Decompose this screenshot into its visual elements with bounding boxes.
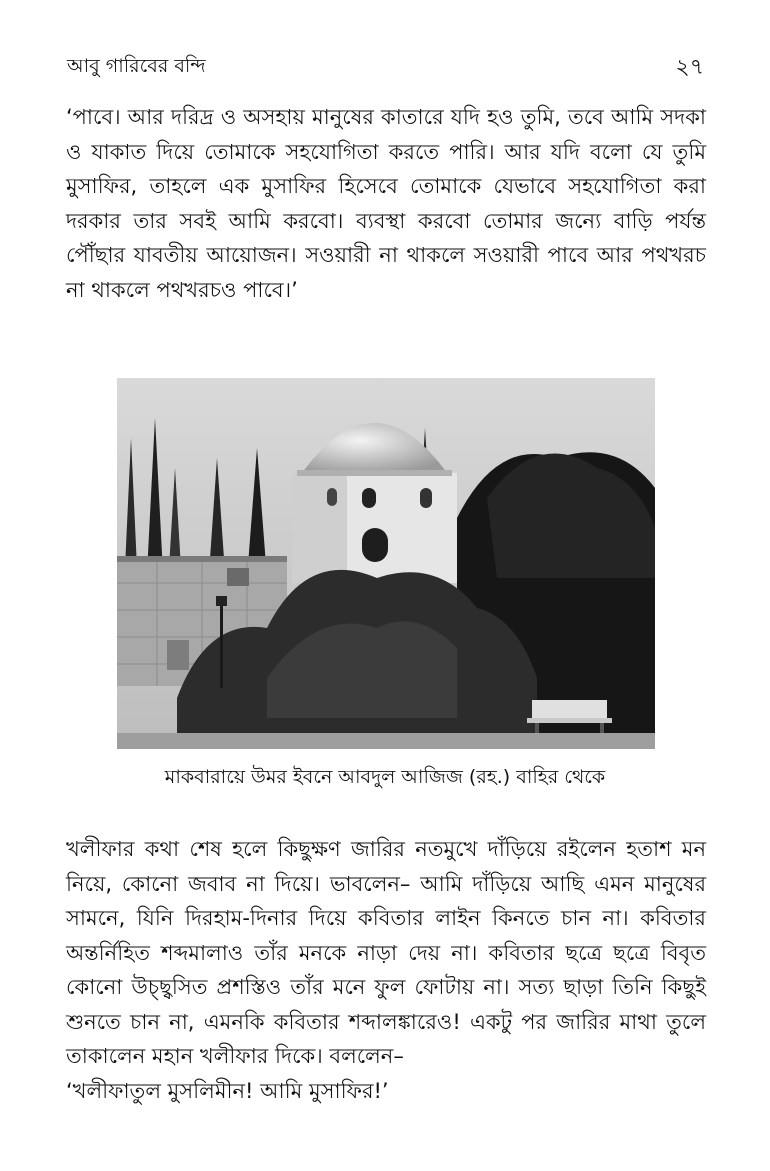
paragraph-2-quote: ‘খলীফাতুল মুসলিমীন! আমি মুসাফির!’: [66, 1078, 389, 1103]
paragraph-2-body: খলীফার কথা শেষ হলে কিছুক্ষণ জারির নতমুখে দাঁড়িয়ে রইলেন হতাশ মন নিয়ে, কোনো জবাব না দিয়ে। ভাবলেন– আমি দাঁড়িয়ে আছি এমন মানুষের সামনে, যিনি দিরহাম-দিনার দিয়ে কবিতার লাইন কিনতে চান না। কবিতার অন্তর্নিহিত শব্দমালাও তাঁর মনকে নাড়া দেয় না। কবিতার ছত্রে ছত্রে বিবৃত কোনো উচ্ছ্বসিত প্রশস্তিও তাঁর মনে ফুল ফোটায় না। সত্য ছাড়া তিনি কিছুই শুনতে চান না, এমনকি কবিতার শব্দালঙ্কারেও! একটু পর জারির মাথা তুলে তাকালেন মহান খলীফার দিকে। বললেন–: [66, 837, 706, 1068]
page-number: ২৭: [675, 55, 704, 80]
mausoleum-photo: [117, 378, 655, 749]
paragraph-1: ‘পাবে। আর দরিদ্র ও অসহায় মানুষের কাতারে যদি হও তুমি, তবে আমি সদকা ও যাকাত দিয়ে তোমাকে সহযোগিতা করতে পারি। আর যদি বলো যে তুমি মুসাফির, তাহলে এক মুসাফির হিসেবে তোমাকে যেভাবে সহযোগিতা করা দরকার তার সবই আমি করবো। ব্যবস্থা করবো তোমার জন্যে বাড়ি পর্যন্ত পৌঁছার যাবতীয় আয়োজন। সওয়ারী না থাকলে সওয়ারী পাবে আর পথখরচ না থাকলে পথখরচও পাবে।’: [66, 105, 706, 302]
figure-caption: মাকবারায়ে উমর ইবনে আবদুল আজিজ (রহ.) বাহির থেকে: [164, 766, 606, 788]
running-header-title: আবু গারিবের বন্দি: [67, 55, 206, 77]
paragraph-2: [66, 832, 706, 1108]
